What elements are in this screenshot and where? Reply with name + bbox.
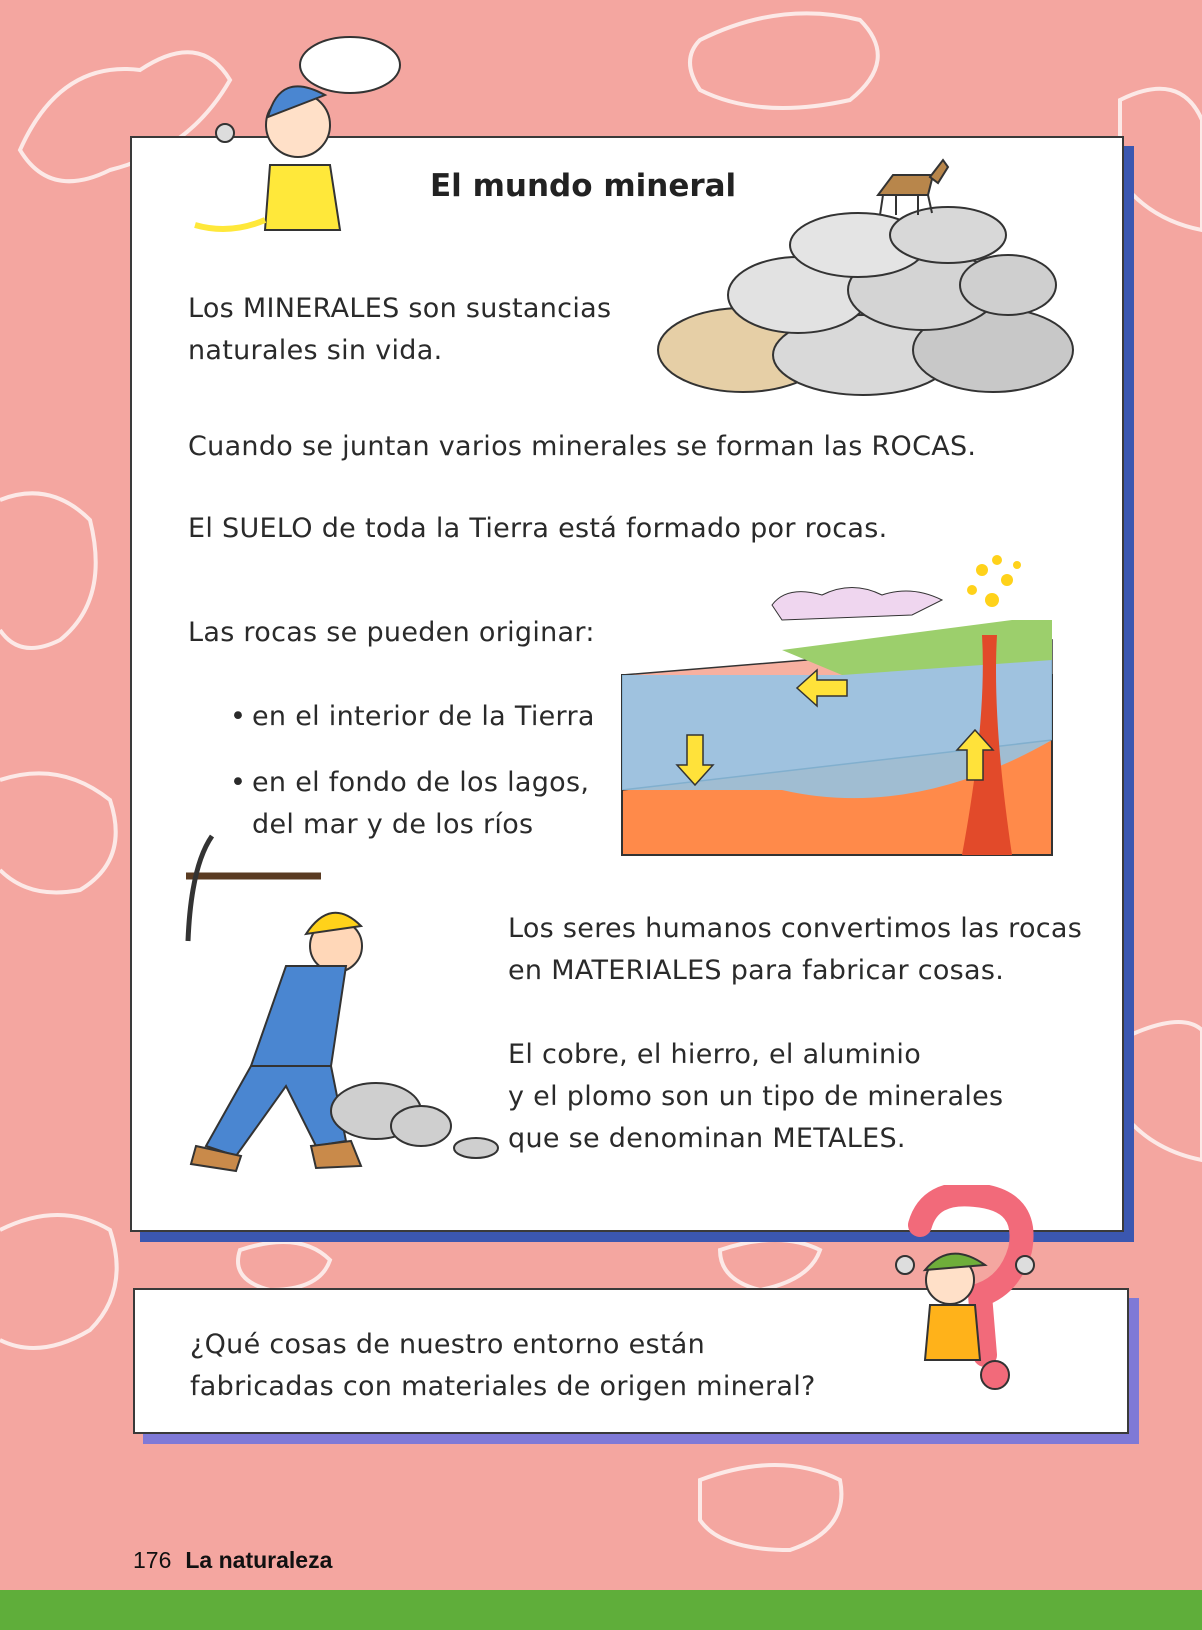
page-number: 176 bbox=[133, 1547, 172, 1573]
origin-bullet-interior: • en el interior de la Tierra bbox=[252, 696, 595, 738]
thinking-elf-illustration bbox=[190, 25, 420, 255]
rock-pile-illustration bbox=[648, 155, 1084, 405]
broken-rocks-icon bbox=[331, 1083, 498, 1158]
rock-formation-diagram bbox=[612, 540, 1072, 870]
thought-bubble-icon bbox=[300, 37, 400, 93]
materials-text-line1: Los seres humanos convertimos las rocas bbox=[508, 913, 1083, 944]
page-footer bbox=[133, 1547, 332, 1574]
rocks-formation-text: Cuando se juntan varios minerales se forman las ROCAS. bbox=[188, 431, 977, 462]
origin-bullet-water-line2: del mar y de los ríos bbox=[252, 809, 534, 840]
rock-origin-intro: Las rocas se pueden originar: bbox=[188, 617, 595, 648]
question-line2: fabricadas con materiales de origen mineral? bbox=[190, 1371, 816, 1402]
miner-illustration bbox=[176, 826, 556, 1206]
eruption-icon bbox=[967, 555, 1021, 607]
section-name: La naturaleza bbox=[185, 1547, 333, 1573]
page-title: El mundo mineral bbox=[430, 168, 737, 204]
metals-text-line2: y el plomo son un tipo de minerales bbox=[508, 1081, 1004, 1112]
footer-color-band bbox=[0, 1590, 1202, 1630]
minerals-definition-line1: Los MINERALES son sustancias bbox=[188, 293, 612, 324]
origin-bullet-water-line1: • en el fondo de los lagos, bbox=[252, 762, 589, 804]
soil-text: El SUELO de toda la Tierra está formado por rocas. bbox=[188, 513, 888, 544]
metals-text-line1: El cobre, el hierro, el aluminio bbox=[508, 1039, 922, 1070]
materials-text-line2: en MATERIALES para fabricar cosas. bbox=[508, 955, 1005, 986]
question-line1: ¿Qué cosas de nuestro entorno están bbox=[190, 1329, 706, 1360]
minerals-definition-line2: naturales sin vida. bbox=[188, 335, 443, 366]
question-elf-illustration bbox=[890, 1185, 1060, 1395]
metals-text-line3: que se denominan METALES. bbox=[508, 1123, 906, 1154]
